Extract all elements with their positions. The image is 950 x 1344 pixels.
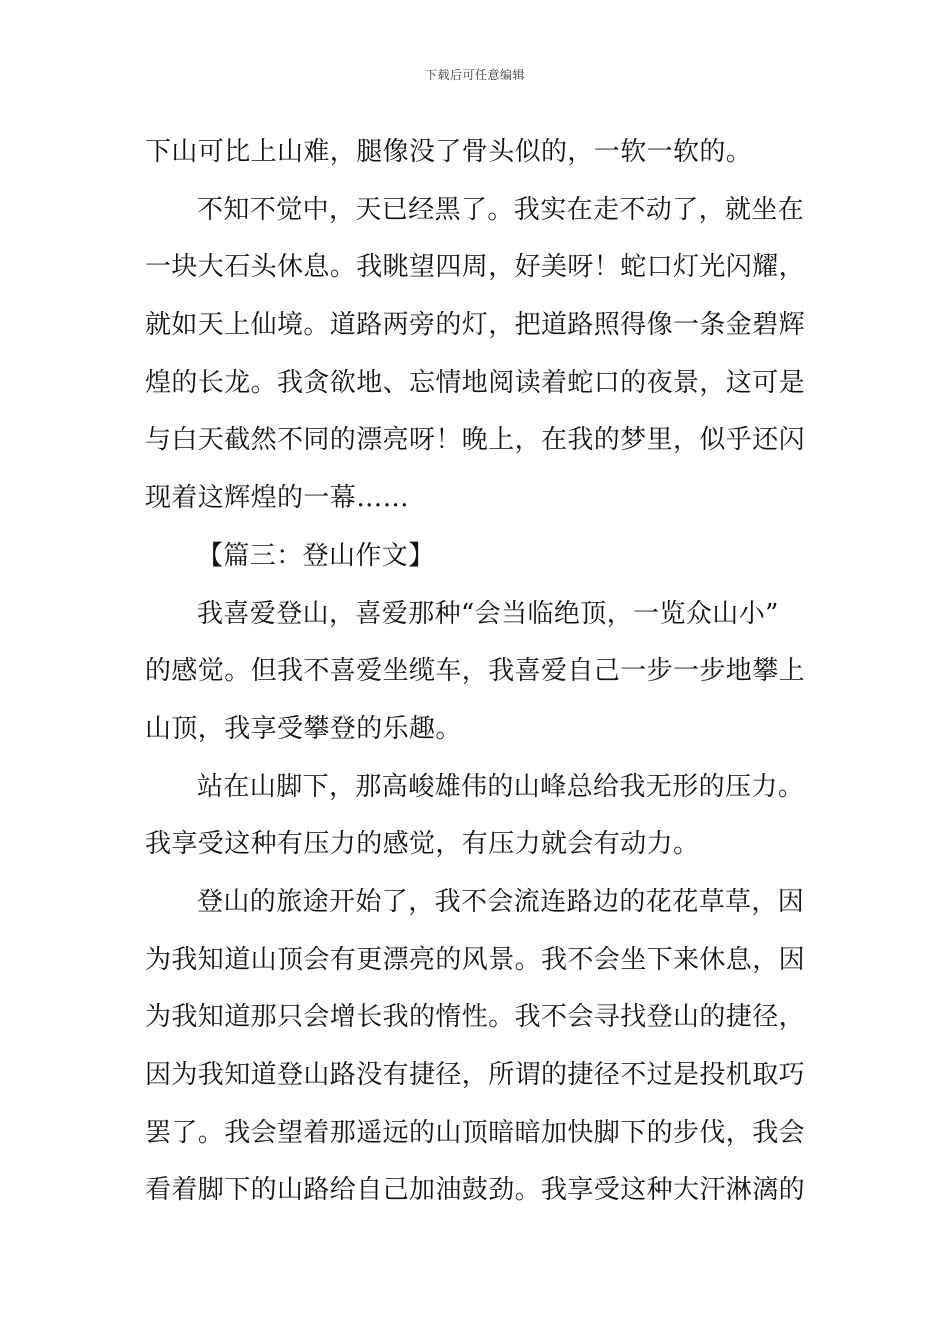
text-line-2: 不知不觉中，天已经黑了。我实在走不动了，就坐在 <box>197 194 805 225</box>
text-line-19: 看着脚下的山路给自己加油鼓劲。我享受这种大汗淋漓的 <box>145 1175 806 1206</box>
text-line-18: 罢了。我会望着那遥远的山顶暗暗加快脚下的步伐，我会 <box>145 1117 806 1148</box>
text-line-7: 现着这辉煌的一幕…… <box>145 483 410 514</box>
text-line-17: 因为我知道登山路没有捷径，所谓的捷径不过是投机取巧 <box>145 1060 806 1090</box>
page-header: 下载后可任意编辑 <box>424 68 525 82</box>
text-line-10: 的感觉。但我不喜爱坐缆车，我喜爱自己一步一步地攀上 <box>145 656 806 687</box>
text-line-15: 为我知道山顶会有更漂亮的风景。我不会坐下来休息，因 <box>145 944 806 975</box>
section-heading: 【篇三：登山作文】 <box>197 540 435 571</box>
text-line-13: 我享受这种有压力的感觉，有压力就会有动力。 <box>145 829 700 860</box>
text-line-6: 与白天截然不同的漂亮呀！晚上，在我的梦里，似乎还闪 <box>145 425 806 456</box>
text-line-9: 我喜爱登山，喜爱那种“会当临绝顶，一览众山小” <box>197 598 779 629</box>
text-line-1: 下山可比上山难，腿像没了骨头似的，一软一软的。 <box>145 137 753 167</box>
text-line-12: 站在山脚下，那高峻雄伟的山峰总给我无形的压力。 <box>197 771 805 802</box>
text-line-16: 为我知道那只会增长我的惰性。我不会寻找登山的捷径， <box>145 1002 806 1033</box>
body-text <box>145 128 810 1224</box>
text-line-3: 一块大石头休息。我眺望四周，好美呀！蛇口灯光闪耀， <box>145 252 806 283</box>
text-line-5: 煌的长龙。我贪欲地、忘情地阅读着蛇口的夜景，这可是 <box>145 367 806 398</box>
text-line-11: 山顶，我享受攀登的乐趣。 <box>145 713 462 744</box>
text-line-4: 就如天上仙境。道路两旁的灯，把道路照得像一条金碧辉 <box>145 310 806 341</box>
text-line-14: 登山的旅途开始了，我不会流连路边的花花草草，因 <box>197 886 805 917</box>
